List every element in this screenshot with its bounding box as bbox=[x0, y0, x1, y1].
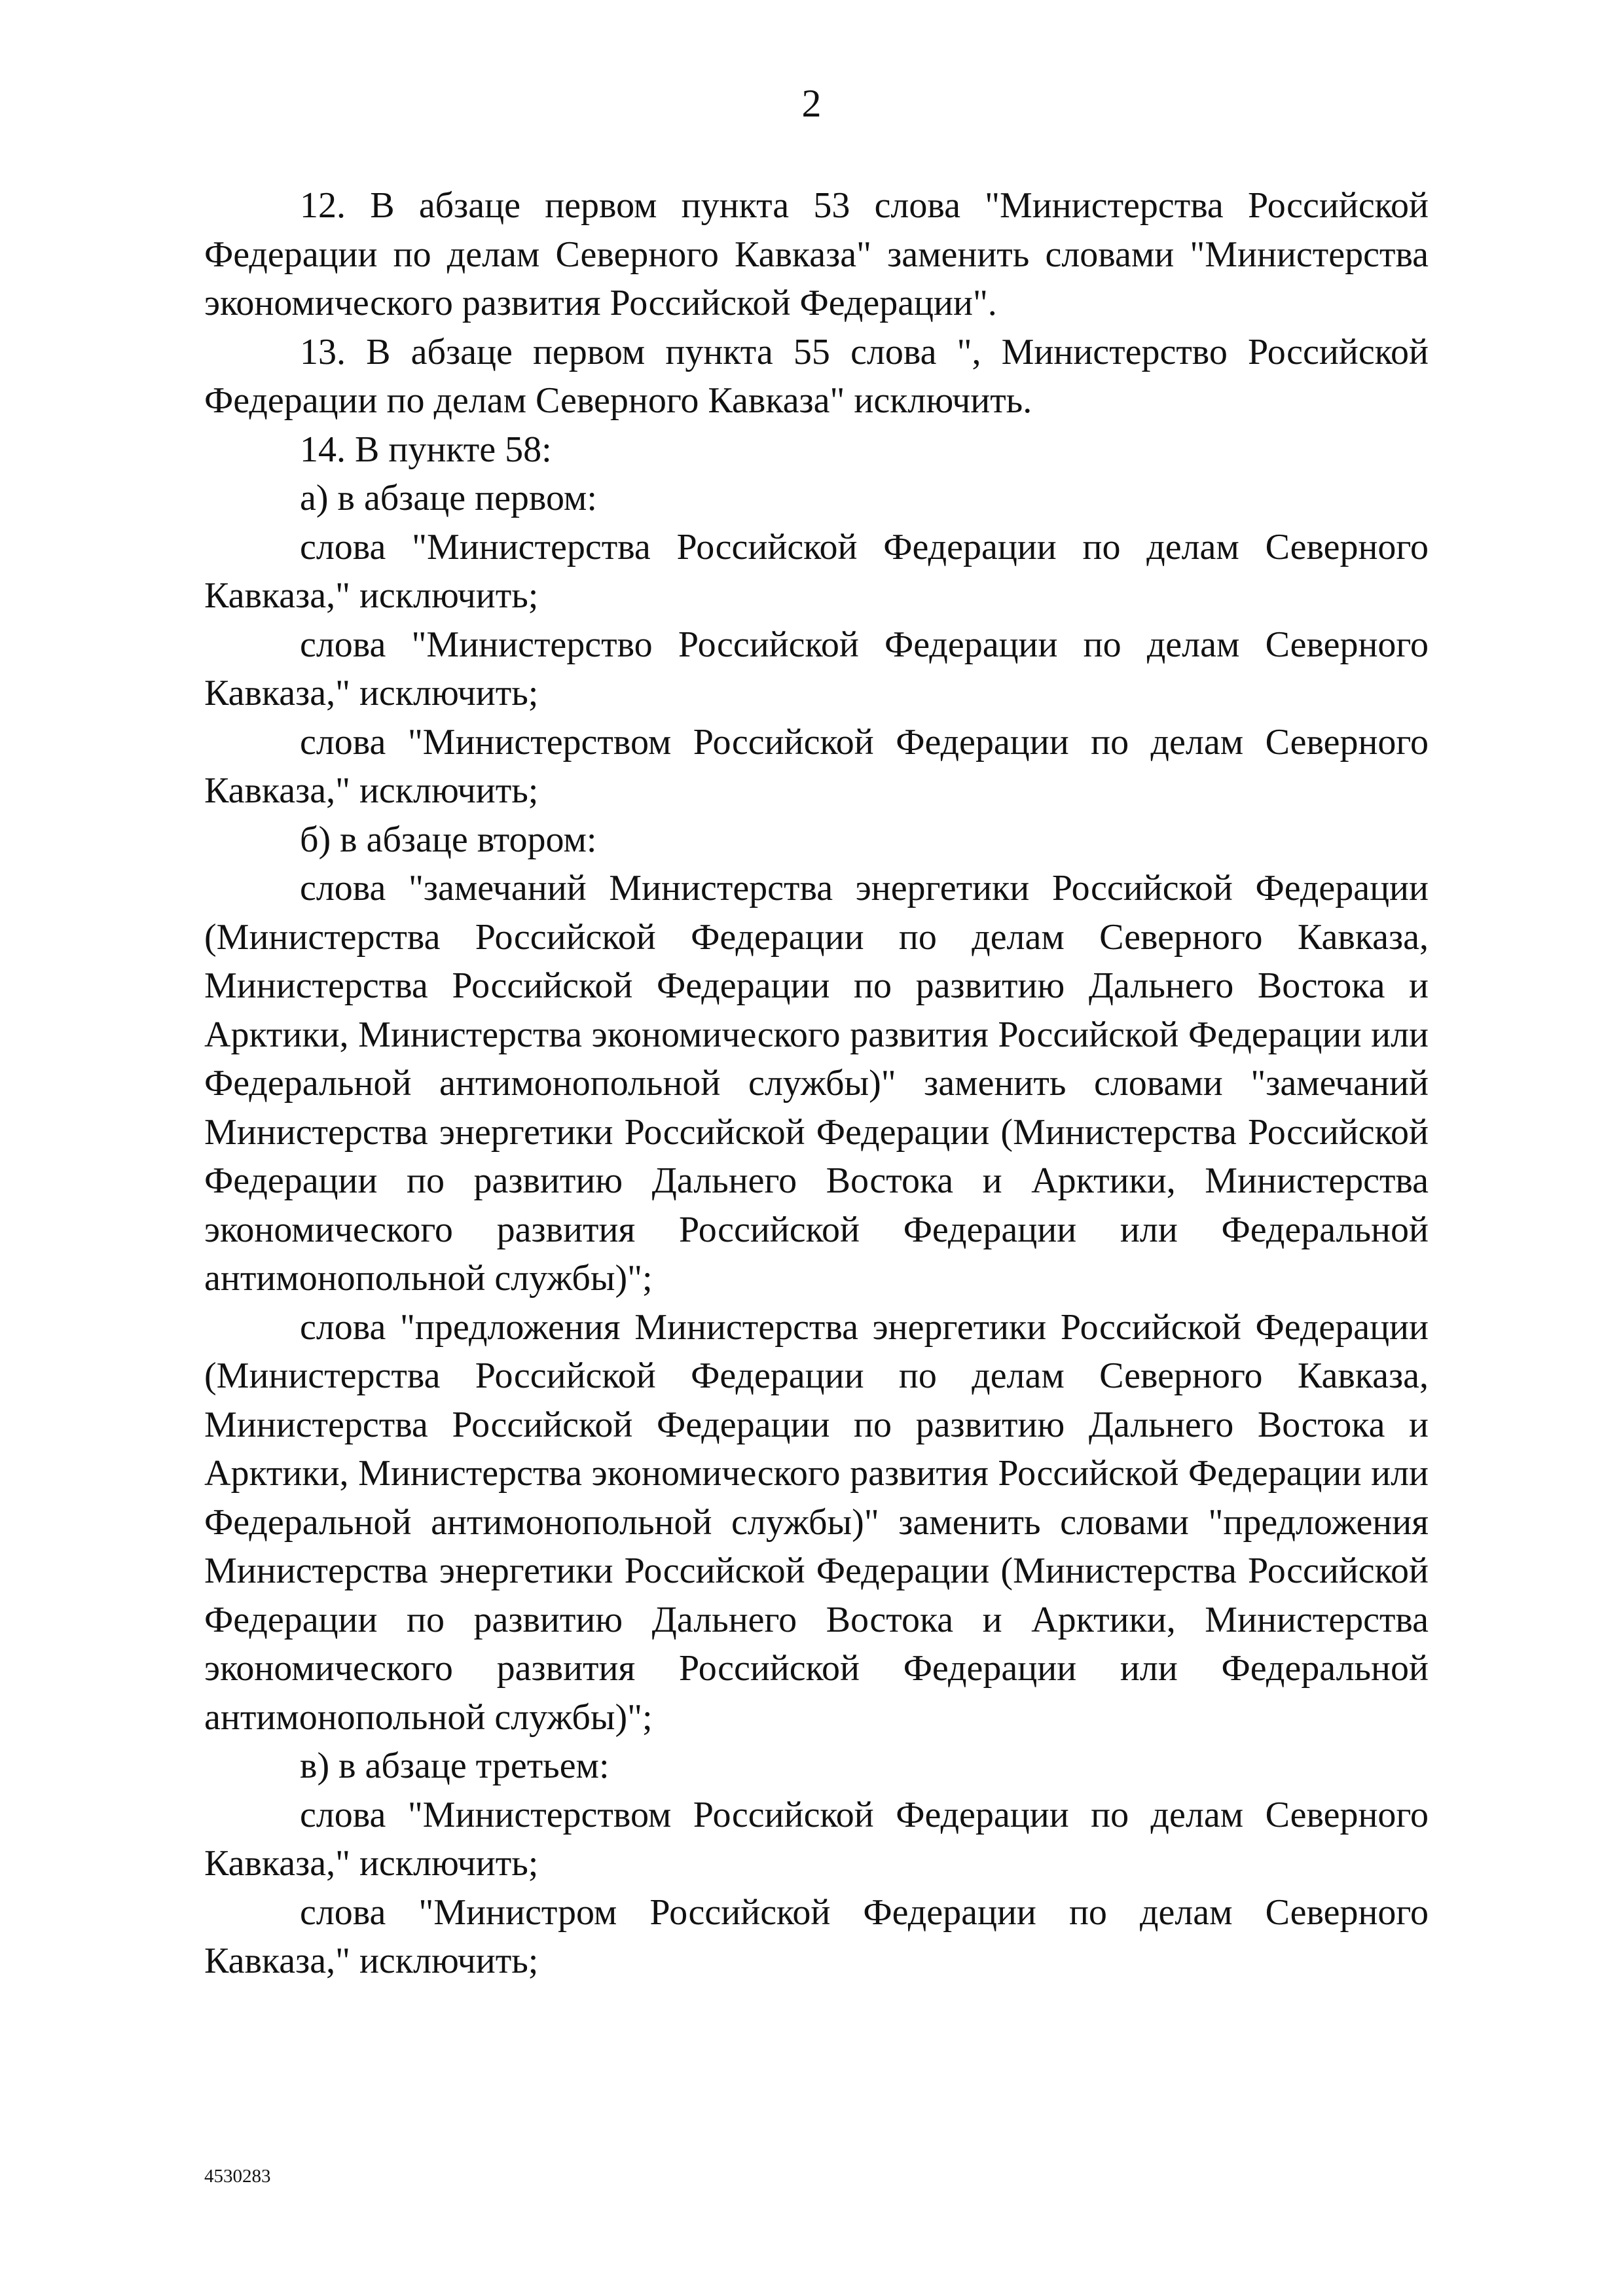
paragraph-text: слова "Министерством Российской Федерации по делам Северного Кавказа," исключить; bbox=[204, 1794, 1429, 1884]
paragraph-text: слова "замечаний Министерства энергетики Российской Федерации (Министерства Российской Федерации по делам Северного Кавказа, Министерства Российской Федерации по развитию Дальнего Востока и Арктики, Министерства экономического развития Российской Федерации или Федеральной антимонопольной службы)" заменить словами "замечаний Министерства энергетики Российской Федерации (Министерства Российской Федерации по развитию Дальнего Востока и Арктики, Министерства экономического развития Российской Федерации или Федеральной антимонопольной службы)"; bbox=[204, 868, 1429, 1299]
page-number: 2 bbox=[801, 82, 822, 125]
subitem-a-heading: а) в абзаце первом: bbox=[300, 478, 597, 518]
document-body bbox=[204, 181, 1429, 1986]
paragraph-item-12: 12. В абзаце первом пункта 53 слова "Министерства Российской Федерации по делам Северного Кавказа" заменить словами "Министерства экономического развития Российской Федерации". bbox=[204, 185, 1429, 323]
document-code: 4530283 bbox=[204, 2166, 271, 2187]
paragraph-text: слова "предложения Министерства энергетики Российской Федерации (Министерства Российской Федерации по делам Северного Кавказа, Министерства Российской Федерации по развитию Дальнего Востока и Арктики, Министерства экономического развития Российской Федерации или Федеральной антимонопольной службы)" заменить словами "предложения Министерства энергетики Российской Федерации (Министерства Российской Федерации по развитию Дальнего Востока и Арктики, Министерства экономического развития Российской Федерации или Федеральной антимонопольной службы)"; bbox=[204, 1306, 1429, 1738]
paragraph-text: слова "Министерство Российской Федерации по делам Северного Кавказа," исключить; bbox=[204, 624, 1429, 713]
subitem-b-heading: б) в абзаце втором: bbox=[300, 819, 597, 860]
paragraph-item-13: 13. В абзаце первом пункта 55 слова ", Министерство Российской Федерации по делам Северного Кавказа" исключить. bbox=[204, 331, 1429, 421]
paragraph-text: слова "Министерством Российской Федерации по делам Северного Кавказа," исключить; bbox=[204, 721, 1429, 811]
paragraph-text: слова "Министром Российской Федерации по делам Северного Кавказа," исключить; bbox=[204, 1892, 1429, 1981]
paragraph-item-14: 14. В пункте 58: bbox=[300, 429, 552, 470]
paragraph-text: слова "Министерства Российской Федерации по делам Северного Кавказа," исключить; bbox=[204, 526, 1429, 616]
subitem-v-heading: в) в абзаце третьем: bbox=[300, 1746, 610, 1786]
